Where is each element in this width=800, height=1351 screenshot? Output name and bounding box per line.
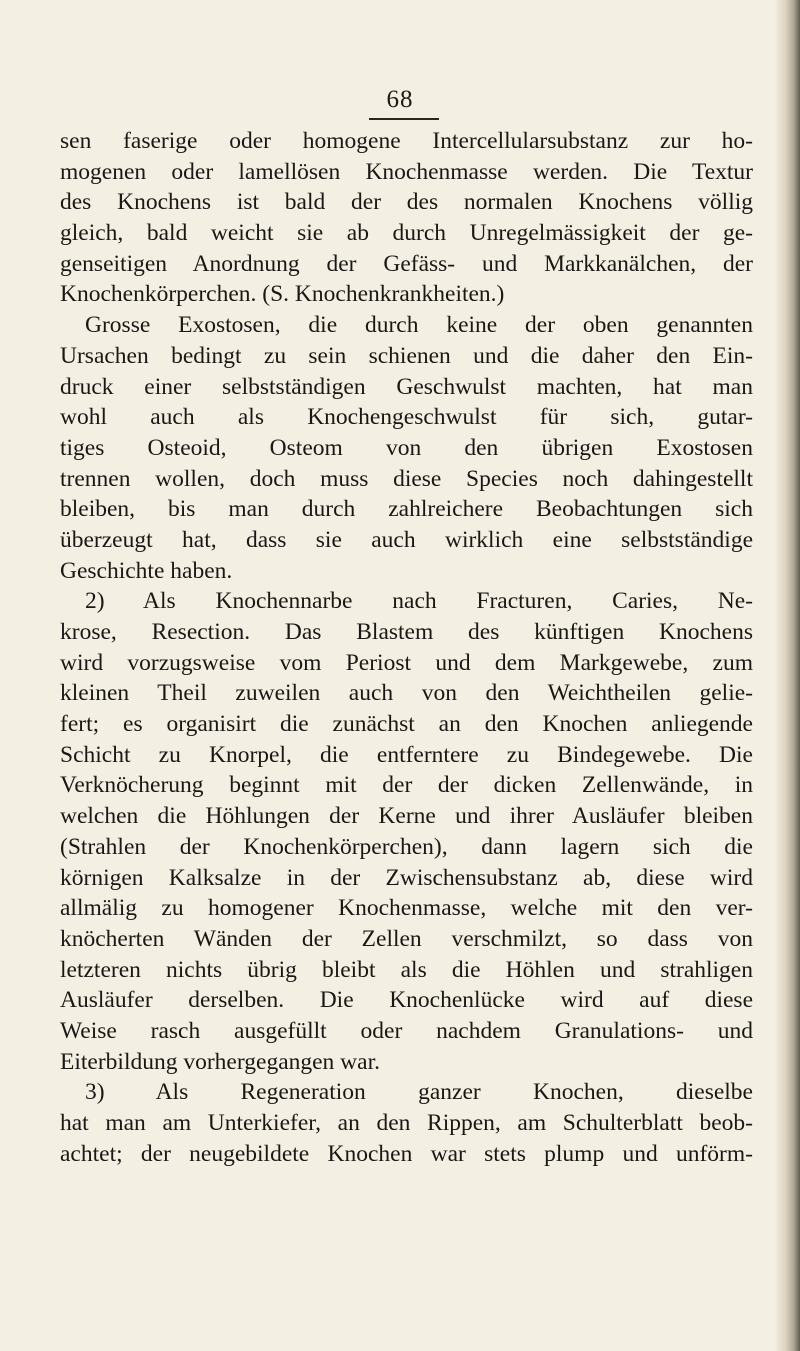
text-line: des Knochens ist bald der des normalen Knochens völlig [60, 189, 753, 216]
text-line: letzteren nichts übrig bleibt als die Höhlen und strahligen [60, 956, 753, 983]
page-number: 68 [386, 86, 414, 113]
text-line: Weise rasch ausgefüllt oder nachdem Granulations- und [60, 1017, 753, 1044]
text-line: 2) Als Knochennarbe nach Fracturen, Caries, Ne- [85, 588, 753, 615]
text-line: fert; es organisirt die zunächst an den Knochen anliegende [60, 711, 753, 738]
text-line: bleiben, bis man durch zahlreichere Beobachtungen sich [60, 496, 753, 523]
text-line: Verknöcherung beginnt mit der der dicken Zellenwände, in [60, 772, 753, 799]
text-line: hat man am Unterkiefer, an den Rippen, am Schulterblatt beob- [60, 1110, 753, 1136]
body-text [60, 126, 753, 1169]
text-line: (Strahlen der Knochenkörperchen), dann lagern sich die [60, 833, 753, 860]
text-line: gleich, bald weicht sie ab durch Unregelmässigkeit der ge- [60, 220, 753, 247]
text-line: tiges Osteoid, Osteom von den übrigen Exostosen [60, 434, 753, 461]
text-line: Eiterbildung vorhergegangen war. [60, 1048, 380, 1075]
text-line: Ausläufer derselben. Die Knochenlücke wird auf diese [60, 987, 753, 1014]
text-line: genseitigen Anordnung der Gefäss- und Markkanälchen, der [60, 250, 753, 277]
text-line: Ursachen bedingt zu sein schienen und die daher den Ein- [60, 342, 753, 369]
page-number-rule [369, 118, 439, 120]
text-line: wird vorzugsweise vom Periost und dem Markgewebe, zum [60, 649, 753, 676]
text-line: krose, Resection. Das Blastem des künftigen Knochens [60, 619, 753, 645]
page-edge-shadow [774, 0, 800, 1351]
text-line: knöcherten Wänden der Zellen verschmilzt, so dass von [60, 925, 753, 952]
text-line: welchen die Höhlungen der Kerne und ihrer Ausläufer bleiben [60, 803, 753, 830]
text-line: Knochenkörperchen. (S. Knochenkrankheiten.) [60, 281, 505, 308]
text-line: Geschichte haben. [60, 557, 233, 584]
text-line: achtet; der neugebildete Knochen war stets plump und unförm- [60, 1140, 753, 1167]
text-line: trennen wollen, doch muss diese Species noch dahingestellt [60, 465, 753, 492]
text-line: Schicht zu Knorpel, die entferntere zu Bindegewebe. Die [60, 741, 753, 768]
text-line: 3) Als Regeneration ganzer Knochen, dieselbe [85, 1079, 753, 1106]
text-line: druck einer selbstständigen Geschwulst machten, hat man [60, 373, 753, 400]
text-line: sen faserige oder homogene Intercellularsubstanz zur ho- [60, 128, 753, 154]
text-line: wohl auch als Knochengeschwulst für sich, gutar- [60, 404, 753, 431]
text-line: kleinen Theil zuweilen auch von den Weichtheilen gelie- [60, 680, 753, 707]
text-line: mogenen oder lamellösen Knochenmasse werden. Die Textur [60, 158, 753, 185]
text-line: überzeugt hat, dass sie auch wirklich eine selbstständige [60, 526, 753, 553]
text-line: körnigen Kalksalze in der Zwischensubstanz ab, diese wird [60, 864, 753, 891]
text-line: allmälig zu homogener Knochenmasse, welche mit den ver- [60, 895, 753, 922]
text-line: Grosse Exostosen, die durch keine der oben genannten [85, 312, 753, 339]
